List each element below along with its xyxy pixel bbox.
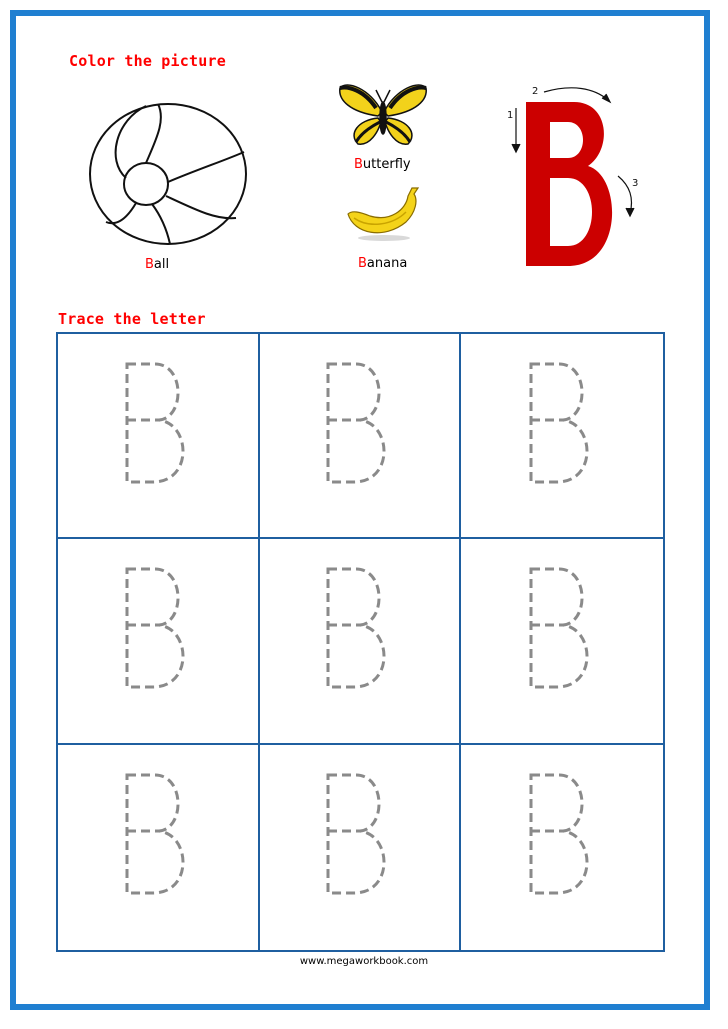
dashed-letter-b-icon bbox=[324, 360, 394, 486]
color-heading: Color the picture bbox=[69, 52, 226, 70]
trace-cell[interactable] bbox=[260, 334, 462, 539]
trace-cell[interactable] bbox=[58, 745, 260, 950]
trace-cell[interactable] bbox=[461, 334, 663, 539]
stroke-number-3: 3 bbox=[632, 178, 639, 189]
banana-label bbox=[358, 256, 407, 271]
trace-heading: Trace the letter bbox=[58, 310, 206, 328]
stroke-number-1: 1 bbox=[507, 110, 514, 121]
butterfly-icon bbox=[336, 82, 430, 148]
dashed-letter-b-icon bbox=[324, 565, 394, 691]
dashed-letter-b-icon bbox=[123, 771, 193, 897]
dashed-letter-b-icon bbox=[527, 360, 597, 486]
butterfly-label-first: B bbox=[354, 157, 363, 172]
trace-grid bbox=[56, 332, 665, 952]
trace-cell[interactable] bbox=[58, 539, 260, 744]
dashed-letter-b-icon bbox=[324, 771, 394, 897]
ball-label bbox=[145, 257, 169, 272]
trace-cell[interactable] bbox=[260, 539, 462, 744]
footer-url: www.megaworkbook.com bbox=[299, 956, 429, 967]
banana-icon bbox=[344, 186, 424, 242]
trace-cell[interactable] bbox=[260, 745, 462, 950]
trace-cell[interactable] bbox=[461, 539, 663, 744]
trace-cell[interactable] bbox=[461, 745, 663, 950]
butterfly-label-rest: utterfly bbox=[362, 157, 411, 172]
dashed-letter-b-icon bbox=[527, 771, 597, 897]
banana-label-rest: anana bbox=[366, 256, 408, 271]
dashed-letter-b-icon bbox=[123, 565, 193, 691]
dashed-letter-b-icon bbox=[123, 360, 193, 486]
banana-label-first: B bbox=[358, 256, 367, 271]
trace-cell[interactable] bbox=[58, 334, 260, 539]
stroke-number-2: 2 bbox=[532, 86, 539, 97]
ball-label-first: B bbox=[145, 257, 154, 272]
butterfly-label bbox=[354, 157, 411, 172]
ball-label-rest: all bbox=[153, 257, 170, 272]
letter-b-stroke-guide bbox=[502, 80, 652, 275]
dashed-letter-b-icon bbox=[527, 565, 597, 691]
ball-icon bbox=[86, 100, 250, 248]
